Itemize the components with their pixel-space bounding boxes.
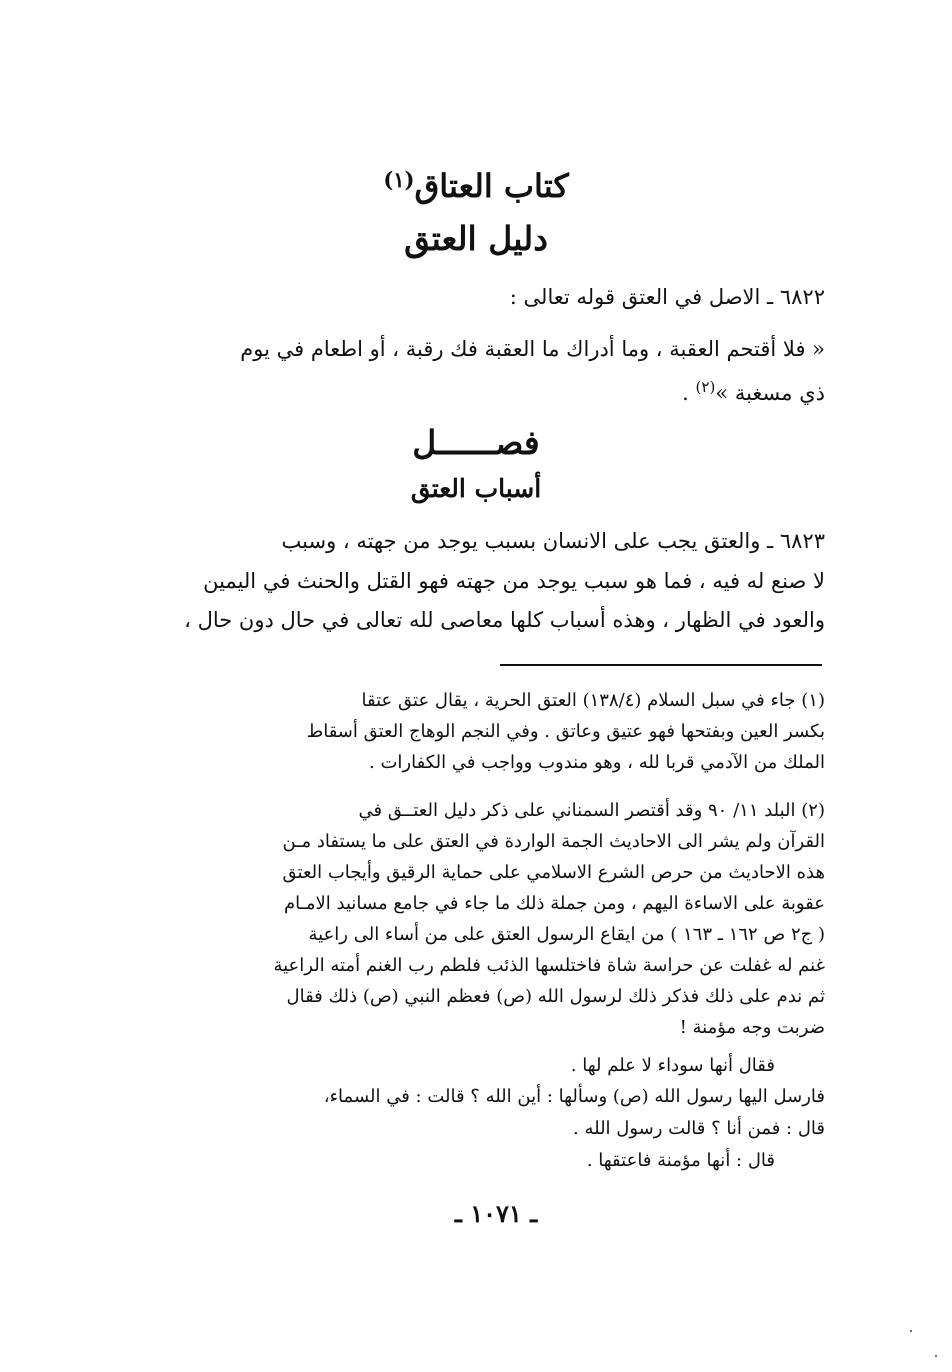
section-title: فصــــــل bbox=[412, 423, 540, 462]
dialogue-line-2: فارسل اليها رسول الله (ص) وسألها : أين الله ؟ قالت : في السماء، bbox=[323, 1086, 825, 1107]
quran-quote-line-2 bbox=[175, 372, 825, 408]
chapter-title: دليل العتق bbox=[404, 219, 548, 258]
paragraph-6822-intro: ٦٨٢٢ ـ الاصل في العتق قوله تعالى : bbox=[509, 285, 825, 309]
book-title-footnote-marker: (١) bbox=[383, 167, 415, 192]
section-subtitle: أسباب العتق bbox=[410, 474, 542, 503]
book-title-text: كتاب العتاق bbox=[414, 167, 569, 205]
footnote-1-line-1: (١) جاء في سبل السلام (١٣٨/٤) العتق الحرية ، يقال عتق عتقا bbox=[361, 690, 825, 711]
quran-quote-line-1: « فلا أقتحم العقبة ، وما أدراك ما العقبة فك رقبة ، أو اطعام في يوم bbox=[240, 337, 825, 361]
footnote-2-line-2: القرآن ولم يشر الى الاحاديث الجمة الواردة في العتق على ما يستفاد مـن bbox=[282, 831, 825, 852]
scan-speck bbox=[910, 1330, 912, 1332]
footnote-2-line-8: ضربت وجه مؤمنة ! bbox=[679, 1017, 825, 1038]
footnote-2-line-6: غنم له غفلت عن حراسة شاة فاختلسها الذئب فلطم رب الغنم أمته الراعية bbox=[273, 955, 825, 976]
footnote-divider bbox=[500, 664, 822, 666]
footnote-2-line-3: هذه الاحاديث من حرص الشرع الاسلامي على حماية الرقيق وأيجاب العتق bbox=[282, 862, 825, 883]
footnote-1-line-2: بكسر العين وبفتحها فهو عتيق وعاتق . وفي النجم الوهاج العتق أسقاط bbox=[306, 721, 825, 742]
footnote-2-line-4: عقوبة على الاساءة اليهم ، ومن جملة ذلك ما جاء في جامع مسانيد الامـام bbox=[284, 893, 825, 914]
scan-speck bbox=[935, 1355, 937, 1357]
dialogue-line-3: قال : فمن أنا ؟ قالت رسول الله . bbox=[573, 1118, 825, 1139]
quran-quote-period: . bbox=[682, 381, 696, 405]
paragraph-6823-line-1: ٦٨٢٣ ـ والعتق يجب على الانسان بسبب يوجد من جهته ، وسبب bbox=[281, 529, 825, 553]
quran-quote-end-text: ذي مسغبة » bbox=[715, 381, 825, 405]
dialogue-line-1: فقال أنها سوداء لا علم لها . bbox=[570, 1055, 775, 1076]
paragraph-6823-line-3: والعود في الظهار ، وهذه أسباب كلها معاصى لله تعالى في حال دون حال ، bbox=[184, 608, 825, 632]
quran-quote-footnote-marker: (٢) bbox=[695, 378, 716, 396]
footnote-2-line-5: ( ج٢ ص ١٦٢ ـ ١٦٣ ) من ايقاع الرسول العتق على من أساء الى راعية bbox=[308, 924, 825, 945]
paragraph-6823-line-2: لا صنع له فيه ، فما هو سبب يوجد من جهته فهو القتل والحنث في اليمين bbox=[203, 569, 825, 593]
book-title bbox=[0, 160, 952, 206]
dialogue-line-4: قال : أنها مؤمنة فاعتقها . bbox=[586, 1150, 775, 1171]
footnote-2-line-1: (٢) البلد ١١/ ٩٠ وقد أقتصر السمناني على ذكر دليل العتــق في bbox=[358, 800, 825, 821]
footnote-2-line-7: ثم ندم على ذلك فذكر ذلك لرسول الله (ص) فعظم النبي (ص) ذلك فقال bbox=[286, 986, 825, 1007]
page-number: ـ ١٠٧١ ـ bbox=[454, 1199, 538, 1228]
footnote-1-line-3: الملك من الآدمي قربا لله ، وهو مندوب وواجب في الكفارات . bbox=[369, 752, 825, 773]
